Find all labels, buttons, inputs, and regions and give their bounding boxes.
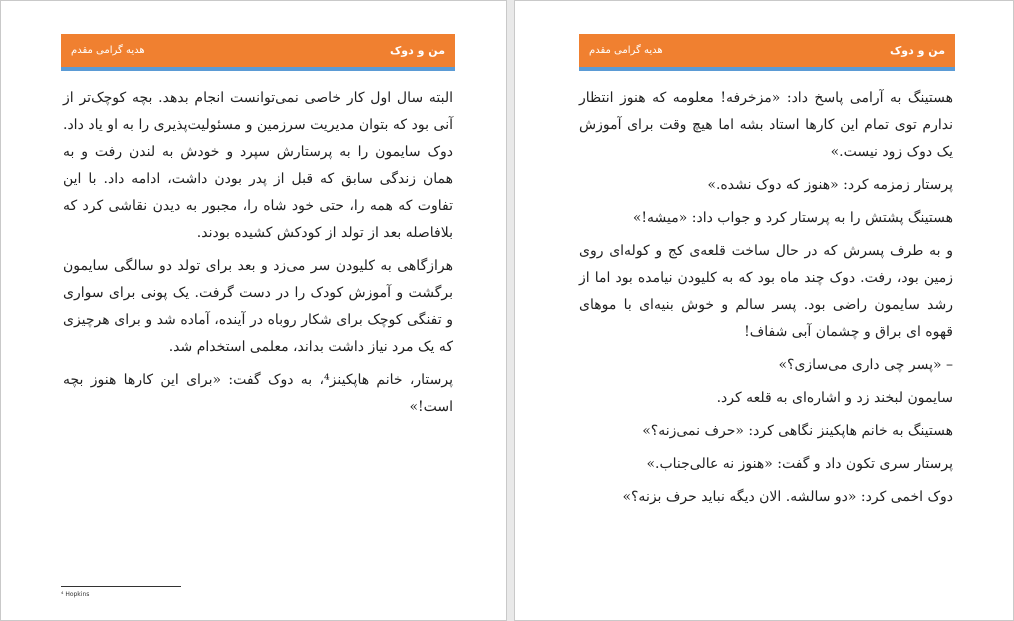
paragraph: پرستار، خانم هاپکینز⁴، به دوک گفت: «برای این کارها هنوز بچه است!» [63,372,453,415]
page-body [63,85,453,427]
page-body [579,85,953,517]
paragraph: سایمون لبخند زد و اشاره‌ای به قلعه کرد. [716,390,953,406]
page-right [514,0,1014,621]
paragraph: هرازگاهی به کلیودن سر می‌زد و بعد برای تولد دو سالگی سایمون برگشت و آموزش کودک را در دست گرفت. یک پونی برای سواری و تفنگی کوچک برای شکار روباه در آینده، آماده شد و برای هرچیزی که یک مرد نیاز داشت بداند، معلمی استخدام شد. [63,258,453,355]
paragraph: هستینگ پشتش را به پرستار کرد و جواب داد: «میشه!» [632,210,953,226]
footnote: ⁴ Hopkins [61,591,90,598]
page-header [579,34,955,71]
paragraph: پرستار سری تکون داد و گفت: «هنوز نه عالی‌جناب.» [646,456,953,472]
paragraph: – «پسر چی داری می‌سازی؟» [778,357,953,373]
paragraph: پرستار زمزمه کرد: «هنوز که دوک نشده.» [707,177,953,193]
footnote-divider [61,586,181,587]
paragraph: و به طرف پسرش که در حال ساخت قلعه‌ی کج و کوله‌ای روی زمین بود، رفت. دوک چند ماه بود که به کلیودن نیامده بود اما از رشد سایمون راضی بود. پسر سالم و خوش بنیه‌ای با موهای قهوه ای براق و چشمان آبی شفاف! [579,243,953,340]
translator-name: هدیه گرامی مقدم [71,45,145,56]
paragraph: هستینگ به خانم هاپکینز نگاهی کرد: «حرف نمی‌زنه؟» [642,423,953,439]
translator-name: هدیه گرامی مقدم [589,45,663,56]
book-title: من و دوک [890,44,945,57]
paragraph: هستینگ به آرامی پاسخ داد: «مزخرفه! معلومه که هنوز انتظار ندارم توی تمام این کارها استاد بشه اما هیچ وقت برای آموزش یک دوک زود نیست.» [579,90,953,160]
page-header [61,34,455,71]
paragraph: دوک اخمی کرد: «دو سالشه. الان دیگه نباید حرف بزنه؟» [622,489,953,505]
paragraph: البته سال اول کار خاصی نمی‌توانست انجام بدهد. بچه کوچک‌تر از آنی بود که بتوان مدیریت سرزمین و مسئولیت‌پذیری را به او یاد داد. دوک سایمون را به پرستارش سپرد و خودش به لندن رفت و به همان زندگی سابق که قبل از پدر بودن داشت، ادامه داد. با این تفاوت که همه را، حتی خود شاه را، مجبور به دیدن نقاشی کرد که بلافاصله بعد از تولد از کودکش کشیده بودند. [63,90,453,241]
book-title: من و دوک [390,44,445,57]
